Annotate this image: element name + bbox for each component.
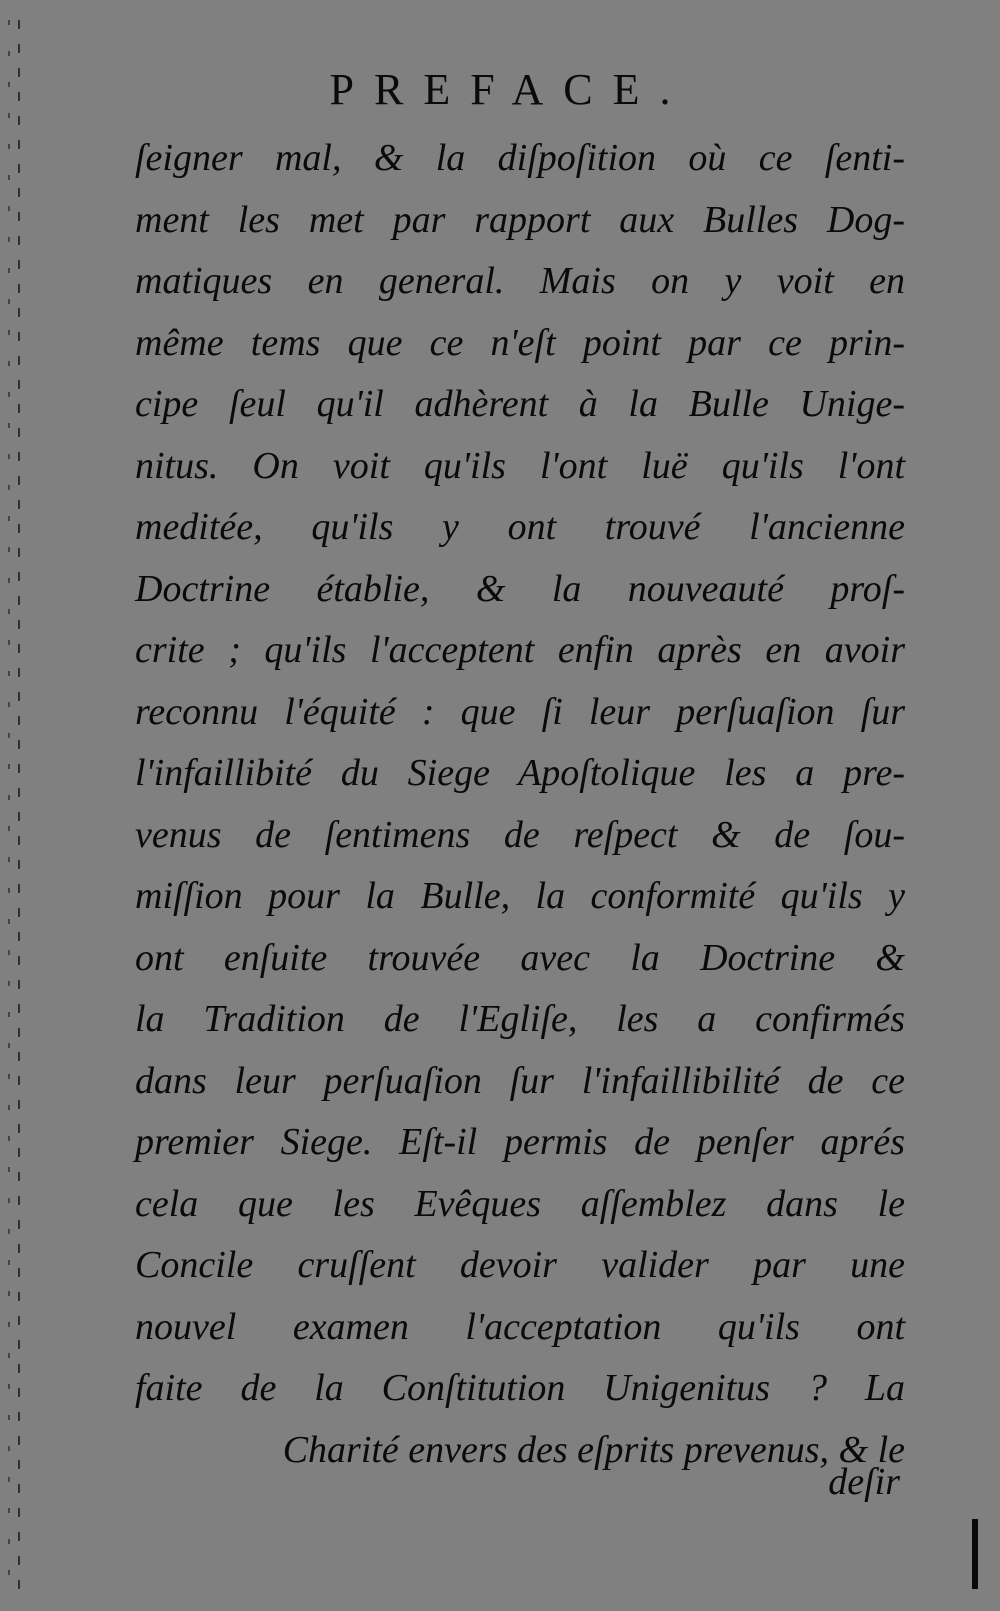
text-line: l'infaillibité du Siege Apoſtolique les a pre- (135, 752, 905, 794)
running-head: PREFACE. (329, 65, 691, 114)
text-line: ont enſuite trouvée avec la Doctrine & (135, 936, 905, 979)
text-line: Charité envers des eſprits prevenus, & le (282, 1428, 905, 1471)
text-line: même tems que ce n'eſt point par ce prin- (135, 321, 905, 364)
text-line: ment les met par rapport aux Bulles Dog- (135, 198, 905, 241)
text-line: la Tradition de l'Egliſe, les a confirmés (135, 998, 905, 1040)
text-line: reconnu l'équité : que ſi leur perſuaſion ſur (135, 690, 905, 733)
body-text (135, 128, 905, 1481)
text-line: venus de ſentimens de reſpect & de ſou- (135, 813, 905, 856)
text-line: cipe ſeul qu'il adhèrent à la Bulle Unige- (135, 383, 905, 425)
text-line: meditée, qu'ils y ont trouvé l'ancienne (135, 506, 905, 548)
text-line: nitus. On voit qu'ils l'ont luë qu'ils l'ont (135, 444, 905, 487)
text-line: premier Siege. Eſt-il permis de penſer aprés (135, 1121, 905, 1163)
page-edge-mark (972, 1519, 978, 1589)
text-line: Doctrine établie, & la nouveauté proſ- (135, 567, 905, 610)
text-line: dans leur perſuaſion ſur l'infaillibilité de ce (135, 1059, 905, 1102)
text-line: crite ; qu'ils l'acceptent enfin après en avoir (135, 629, 905, 671)
text-line: cela que les Evêques aſſemblez dans le (135, 1182, 905, 1225)
text-line: ſeigner mal, & la diſpoſition où ce ſenti- (135, 137, 905, 179)
binding-gutter (4, 20, 26, 1590)
text-line: nouvel examen l'acceptation qu'ils ont (135, 1305, 905, 1348)
text-line: miſſion pour la Bulle, la conformité qu'ils y (135, 875, 905, 917)
catchword: deſir (828, 1461, 900, 1503)
text-line: matiques en general. Mais on y voit en (135, 260, 905, 302)
text-line: Concile cruſſent devoir valider par une (135, 1244, 905, 1286)
text-line: faite de la Conſtitution Unigenitus ? La (135, 1367, 905, 1409)
